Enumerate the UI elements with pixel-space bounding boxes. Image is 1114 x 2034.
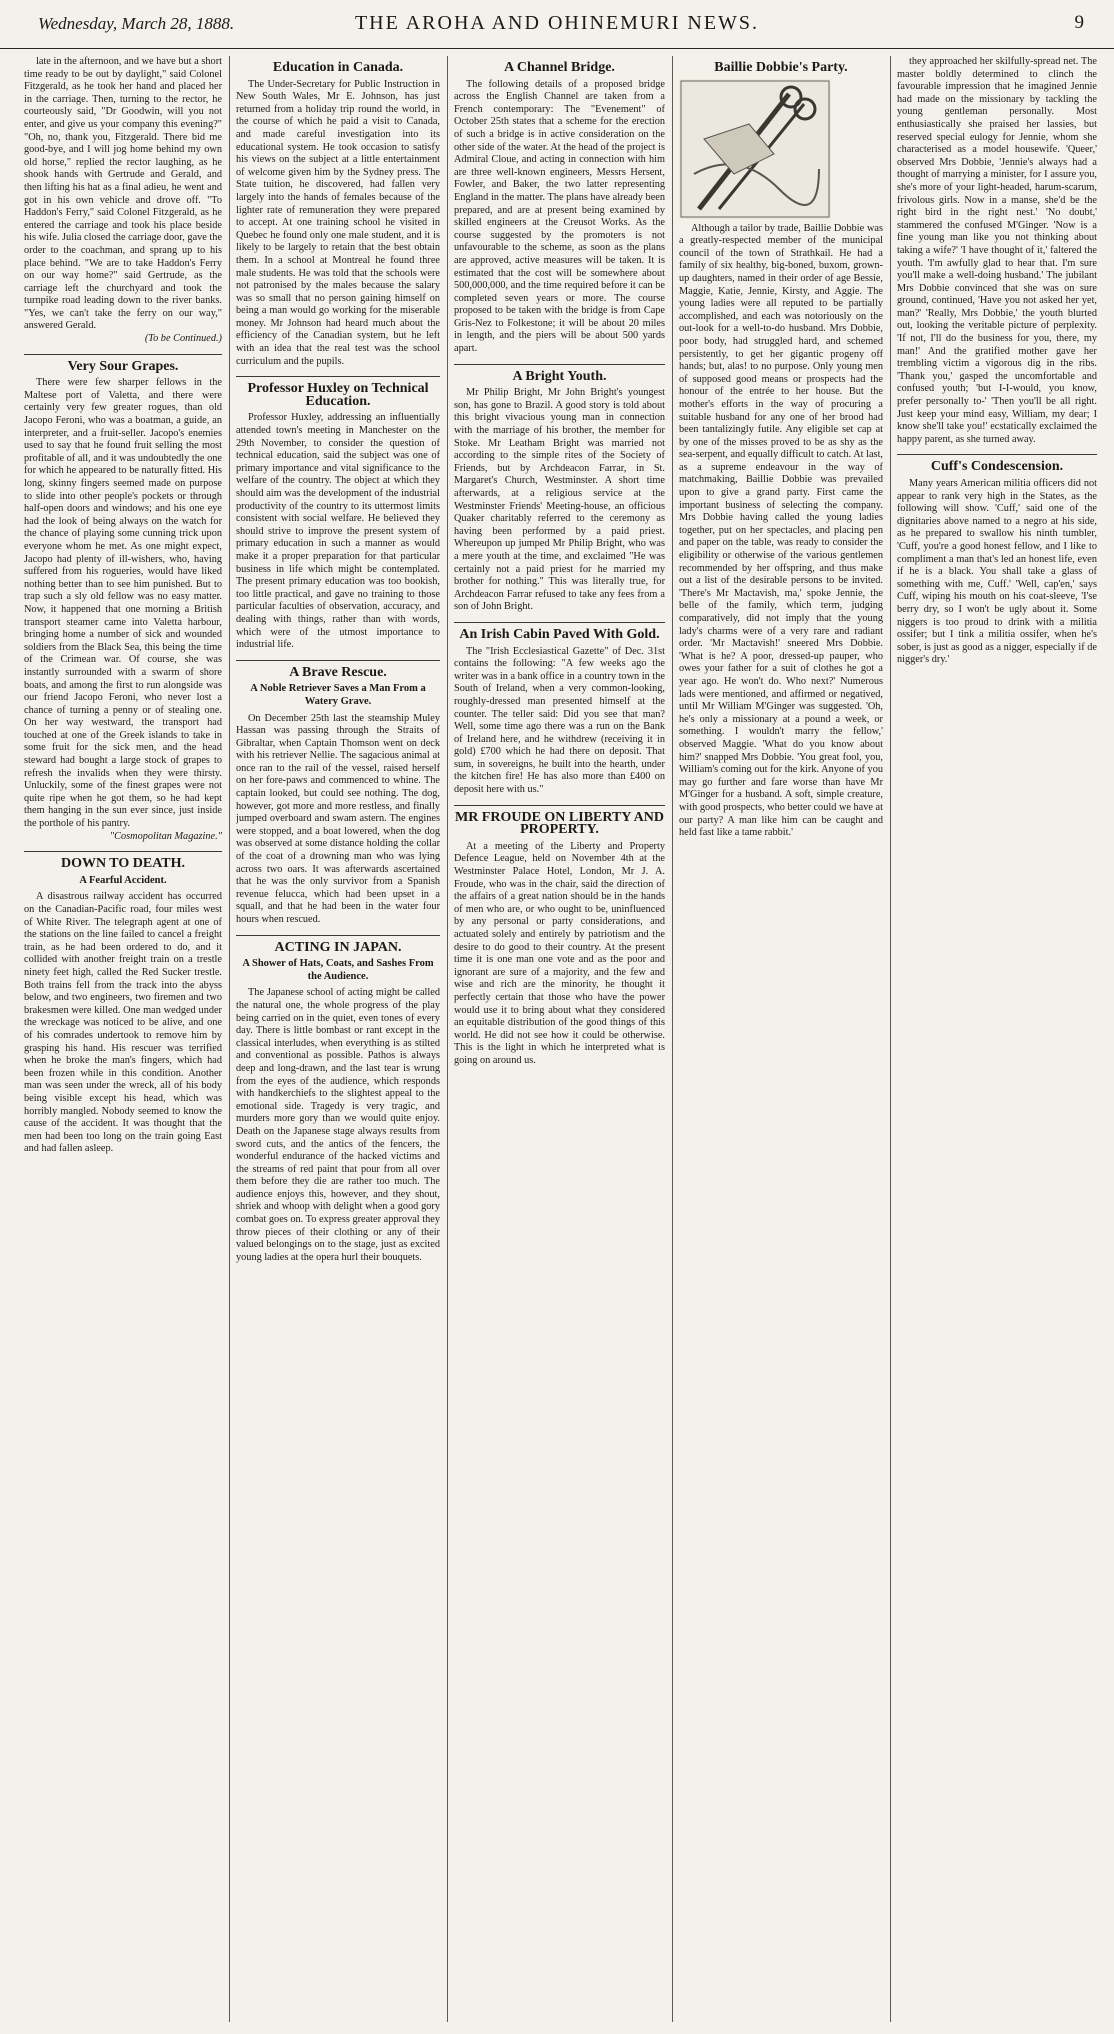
article-credit: "Cosmopolitan Magazine." [109, 830, 222, 842]
headline-froude: MR FROUDE ON LIBERTY AND PROPERTY. [454, 805, 665, 837]
article-text-froude: At a meeting of the Liberty and Property Defence League, held on November 4th at the Westminster Palace Hotel, London, Mr J. A. Froude, who was in the chair, said the direction of the affairs of a great nation should be in the hands of men who are, or who ought to be, uninfluenced by any personal or party considerations, and actuated solely and entirely by patriotism and the desire to do good to their country. At the present time it is one man one vote and as the poor and ignorant are sure of a majority, and the few and wise and rich are the minority, he thought it perfectly certain that those who have the power would use it to bring about what they considered an equitable distribution of the good things of this world. He did not see how it could be otherwise. This is the light in which he interpreted what is going on around us. [454, 840, 665, 1066]
column-rule [890, 56, 891, 2022]
headline-very-sour-grapes: Very Sour Grapes. [24, 354, 222, 374]
article-text-baillie-dobbie: Although a tailor by trade, Baillie Dobbie was a greatly-respected member of the municipal council of the town of Strathkail. He had a family of six healthy, big-boned, buxom, grown-up daughters, named in their order of age Bessie, Maggie, Katie, Jennie, Kirsty, and Aggie. The young ladies were all reputed to be partially accomplished, and each was notoriously on the out-look for a well-to-do husband. Mrs Dobbie, poor body, had struggled hard, and schemed persistently, to get her gigantic progeny off hands; but, alas! to no purpose. Only young men of supposed good means or prospects had the honour of the entrée to her house. But the mother's efforts in the way of procuring a suitable husband for any one of her brood had been tantalizingly futile. Any eligible set cap at by one of the misses proved to be as shy as the sea-serpent, and equally difficult to catch. At last, as a supreme endeavour in the way of matchmaking, Baillie Dobbie was prevailed upon to give a grand party. First came the important business of selecting the company. Mrs Dobbie having called the young ladies together, put on her spectacles, and placing pen and paper on the table, was ready to consider the eligibility or otherwise of the various gentlemen recommended by her offspring, and thus make out a list of the desirable persons to be invited. 'There's Mr Mactavish, ma,' spoke Jennie, the belle of the family, which term, judging comparatively, did not imply that the young lady's charms were of a very rare and radiant order. 'Mr Mactavish!' sneered Mrs Dobbie. 'What is he? A poor, dressed-up pauper, who owes your father for a suit of clothes he got a year ago. He won't do. Who next?' Numerous lads were mentioned, and affirmed or negatived, until Mr William M'Ginger was suggested. 'Oh, he's only a missionary at a pound a week, or something. I wouldn't marry the fellow,' observed Maggie. 'What do you know about him?' snapped Mrs Dobbie. 'You great fool, you, William's coming out for the kirk. Anyone of you may go further and fare worse than have Mr M'Ginger for a husband. A soft, simple creature, with good prospects, who better could we have at our party? A man like him can be caught and held fast like a tame rabbit.' [679, 222, 883, 839]
column-4 [679, 56, 883, 2022]
page-number: 9 [1074, 12, 1084, 33]
continued-note: (To be Continued.) [144, 333, 222, 345]
headline-cuffs-condescension: Cuff's Condescension. [897, 454, 1097, 474]
article-text-huxley: Professor Huxley, addressing an influentially attended town's meeting in Manchester on the 29th November, to consider the question of technical education, said the subject was one of primary importance and vital significance to the welfare of the country. The object at which they should aim was the development of the industrial productivity of the country to its uttermost limits consistent with social welfare. He believed they should strive to improve the present system of primary education in such a manner as would make it a proper preparation for that particular business in life which might be contemplated. The present primary education was too bookish, too little practical, and gave no training to those particular faculties of observation, accuracy, and dealing with things, rather than with words, which were of the utmost importance to industrial life. [236, 412, 440, 651]
column-rule [447, 56, 448, 2022]
column-rule [229, 56, 230, 2022]
column-rule [672, 56, 673, 2022]
headline-education-canada: Education in Canada. [272, 60, 404, 75]
article-text-education: The Under-Secretary for Public Instruction in New South Wales, Mr E. Johnson, has just returned from a holiday trip round the world, in the course of which he paid a visit to Canada, and made careful investigation into its educational system. He took occasion to satisfy his views on the subject at a little entertainment of welcome given him by the Sydney press. The State tuition, he discovered, had fallen very largely into the hands of females because of the lighter rate of remuneration they were prepared to accept. At one training school he visited in Quebec he found only one male student, and it is likely to be largely to retain that the best obtain them. In a school at Montreal he found three male students. He was told that the schools were not patronised by the males because the salary was so small that no person gaining himself on being a man would go working for the miserable money. Mr Johnson had heard much about the efficiency of the Canadian system, but he left with an idea that the real test was the school curriculum and the pupils. [236, 78, 440, 367]
article-text-sour-grapes: There were few sharper fellows in the Maltese port of Valetta, and there were certainly very few greater rogues, than old Jacopo Feroni, who was a boatman, a guide, an interpreter, and a fruit-seller. Jacopo's enemies used to say that he found fruit selling the most profitable of all, and it was undoubtedly the one for which he appeared to be naturally fitted. His long, skinny fingers seemed made on purpose to slide into other people's pockets or through half-open doors and windows; and his one eye had the look of being always on the watch for the chance of playing some cunning trick upon everyone whom he met. As one might expect, Jacopo had plenty of ill-wishers, who, having suffered from his rogueries, would have liked nothing better than to see him punished. But to trap such a sly old fellow was no easy matter. Now, it happened that one morning a British transport steamer came into Valetta harbour, bringing home a number of sick and wounded soldiers from the Black Sea, this being the time of the Crimean war. Of course, she was instantly surrounded with a swarm of shore boats, and among the first to run alongside was our friend Jacopo Feroni, who never lost a chance of turning a penny or of stealing one. On her way westward, the transport had touched at one of the Greek islands to take in some fruit for the sick men, and the head steward had bought a large stock of grapes to refresh the invalids when they were thirsty. Unluckily, some of the finest grapes were not quite ripe when he got them, so he had kept them hanging in the sun ever since, just inside the porthole of his pantry. [24, 377, 222, 830]
headline-brave-rescue: A Brave Rescue. [236, 660, 440, 680]
issue-date: Wednesday, March 28, 1888. [38, 14, 235, 33]
headline-acting-japan: ACTING IN JAPAN. [236, 935, 440, 955]
headline-channel-bridge: A Channel Bridge. [504, 60, 615, 75]
subheadline-shower-hats: A Shower of Hats, Coats, and Sashes From the Audience. [242, 958, 434, 982]
column-1 [24, 56, 222, 2022]
headline-down-to-death: DOWN TO DEATH. [24, 851, 222, 871]
subheadline-fearful-accident: A Fearful Accident. [79, 874, 167, 886]
subheadline-retriever: A Noble Retriever Saves a Man From a Watery Grave. [250, 683, 426, 707]
article-text-rescue: On December 25th last the steamship Muley Hassan was passing through the Straits of Gibraltar, when Captain Thomson went on deck with his retriever Nellie. The sagacious animal at once ran to the rail of the vessel, raised herself on her fore-paws and commenced to whine. The captain looked, but could see nothing. The dog, however, got more and more restless, and finally jumped overboard and swam astern. The engines were stopped, and a boat lowered, when the dog was observed at some distance holding the collar of the coat of a drowning man who was lying across two oars. It was afterwards ascertained that he was the only survivor from a Spanish revenue felucca, which had been upset in a squall, and that he had been in the water four hours when rescued. [236, 712, 440, 925]
article-text-cuff: Many years American militia officers did not appear to rank very high in the States, as the following will show. 'Cuff,' said one of the dignitaries above named to a negro at his side, as he prepared to swallow his ninth tumbler, 'Cuff, you're a good honest fellow, and I like to compliment a man that's led an honest life, even if he is a black. You shall take a glass of something with me, Cuff.' 'Well, cap'en,' says Cuff, wiping his mouth on his coat-sleeve, 'I'se berry dry, so I won't be ugly about it. Some niggers is too proud to drink with a militia ossifer; but I tink a militia ossifer, when he's sober, is just as good as a nigger, especially if de nigger's dry.' [897, 478, 1097, 666]
article-text-acting: The Japanese school of acting might be called the natural one, the whole progress of the play being carried on in the quiet, even tones of every day. There is little bombast or rant except in the classical interludes, when everything is as stilted and conventional as possible. Pathos is always deep and long-drawn, and the last tear is wrung from the eyes of the audience, which responds with handkerchiefs to the slightest appeal to the emotional side. Tragedy is very tragic, and murders more gory than we would quite enjoy. Death on the Japanese stage always results from sword cuts, and the antics of the fencers, the wonderful endurance of the hacked victims and the streams of red paint that pour from all over them before they die are rather too much. The audience enjoys this, however, and they shout, shriek and whoop with delight when a good gory combat goes on. To express greater approval they throw pieces of their clothing or any of their valued belongings on to the stage, just as excited young ladies at the opera hurl their bouquets. [236, 987, 440, 1263]
masthead [0, 0, 1114, 49]
article-text-bright-youth: Mr Philip Bright, Mr John Bright's youngest son, has gone to Brazil. A good story is told about this bright vivacious young man in connection with the marriage of his brother, the member for Stoke. Mr Leatham Bright was married not according to the simple rites of the Society of Friends, but by Archdeacon Farrar, in St. Margaret's Church, Westminster. A short time afterwards, at a religious service at the Westminster Friends' Meeting-house, an officious Quaker charitably referred to the ceremony as having been performed by a paid priest. Whereupon up jumped Mr Philip Bright, who was a mere youth at the time, and exclaimed "He was certainly not a paid priest for he married my brother for nothing." This was literally true, for Archdeacon Farrar refused to take any fees from a son of John Bright. [454, 387, 665, 613]
headline-huxley: Professor Huxley on Technical Education. [236, 376, 440, 408]
column-5 [897, 56, 1097, 2022]
continued-story-text: late in the afternoon, and we have but a short time ready to be out by daylight," said Colonel Fitzgerald, as he took her hand and placed her in the carriage. Then, turning to the rector, he courteously said, "Dr Goodwin, will you not enter, and give us your company this evening?" "Oh, no, thank you, Fitzgerald. There bid me good-bye, and I will jog home behind my own old horse," replied the rector laughing, as he shook hands with Gertrude and Gerald, and then lifting his hat as a final adieu, he went and got in his own vehicle and drove off. "To Haddon's Ferry," said Colonel Fitzgerald, as he entered the carriage and took his place beside his wife. Julia closed the carriage door, gave the order to the coachman, and sprang up to his place behind. "We are to take Haddon's Ferry on our way home?" said Gertrude, as the carriage left the churchyard and took the turnpike road leading down to the river banks. "Yes, we can't take the ferry on our way," answered Gerald. [24, 56, 222, 332]
article-text-irish-cabin: The "Irish Ecclesiastical Gazette" of Dec. 31st contains the following: "A few weeks ago the writer was in a bank office in a country town in the South of Ireland, when a very common-looking, roughly-dressed man presented himself at the counter. The teller said: Did you see that man? Well, some time ago there was a run on the Bank of Ireland here, and he withdrew (receiving it in gold) £700 which he had there on deposit. That sum, in sovereigns, he built into the hearth, under the kitchen fire! He has also more than £400 on deposit here with us." [454, 645, 665, 796]
headline-irish-cabin: An Irish Cabin Paved With Gold. [454, 622, 665, 642]
column-3 [454, 56, 665, 2022]
article-text-dobbie-continued: they approached her skilfully-spread net. The master boldly determined to clinch the favourable impression that he imagined Jennie had made on the missionary by tackling the young gentleman personally. Most enthusiastically she praised her lassies, but reserved special eulogy for Jennie, whom she characterised as a model housewife. 'Queer,' observed Mrs Dobbie, 'Jennie's always had a thought of marrying a minister, for I assure you, she's more of your light-headed, harum-scarum, frivolous girls. Now in a manse, she'd be the right bird in the right nest.' 'No doubt,' stammered the confused M'Ginger. 'Now is a fine young man like you not thinking about taking a wife?' 'I have thought of it,' faltered the youth. 'I'm awfully glad to hear that. I'm sure you'll make a well-doing husband.' The jubilant Mrs Dobbie convinced that she was on sure ground, continued, 'Have you not asked her yet, man?' 'Really, Mrs Dobbie,' the youth blurted out, looking the veritable picture of perplexity. 'If not, I'll do the business for you, there, my man!' And the gratified mother gave her trembling victim a vigorous dig in the ribs. 'Thank you,' gasped the uncomfortable and confused youth; 'but I-I-would, you know, prefer personally to-' 'Then you'll be all right. Just keep your mind easy, William, my dear; I know she'll take you!' ecstatically exclaimed the happy parent, as she turned away. [897, 56, 1097, 445]
headline-bright-youth: A Bright Youth. [454, 364, 665, 384]
story-illustration [679, 79, 831, 219]
newspaper-title: THE AROHA AND OHINEMURI NEWS. [354, 12, 760, 34]
tailor-tools-illustration [679, 79, 831, 219]
column-2 [236, 56, 440, 2022]
article-text-down-to-death: A disastrous railway accident has occurred on the Canadian-Pacific road, four miles west of White River. The telegraph agent at one of the stations on the line failed to cancel a freight train, as he had been ordered to do, and it collided with another freight train on a trestle ninety feet high, called the Red Sucker trestle. Both trains fell from the track into the abyss below, and two engineers, two firemen and two brakesmen were killed. One man wedged under the wreckage was noticed to be alive, and one of his comrades undertook to remove him by grasping his hand. His rescuer was terrified when he broke the man's fingers, which had been frozen while in this condition. Another man was seen under the wreck, all of his body being visible except his head, which was horribly mangled. Nobody seemed to know the cause of the accident. It was thought that the men had been too long on the train going East and had fallen asleep. [24, 891, 222, 1155]
article-text-channel-bridge: The following details of a proposed bridge across the English Channel are taken from a French contemporary: The "Evenement" of October 25th states that a scheme for the erection of such a bridge is in active consideration on the other side of the water. At the head of the project is Admiral Cloue, and acting in connection with him are three well-known engineers, Messrs Hersent, Fowler, and Baker, the two latter representing England in the matter. The plans have already been prepared, and are at present being examined by skilled engineers at the Creusot Works. As the course suggested by the promoters is not unfavourable to the scheme, as soon as the plans are approved, active measures will be taken. It is estimated that the cost will be somewhere about 500,000,000, and the time required before it can be completed seven years or more. The course proposed to be taken with the bridge is from Cape Gris-Nez to Folkestone; it will be about 20 miles in length, and the piers will be about 500 yards apart. [454, 78, 665, 355]
headline-baillie-dobbie: Baillie Dobbie's Party. [714, 60, 848, 75]
